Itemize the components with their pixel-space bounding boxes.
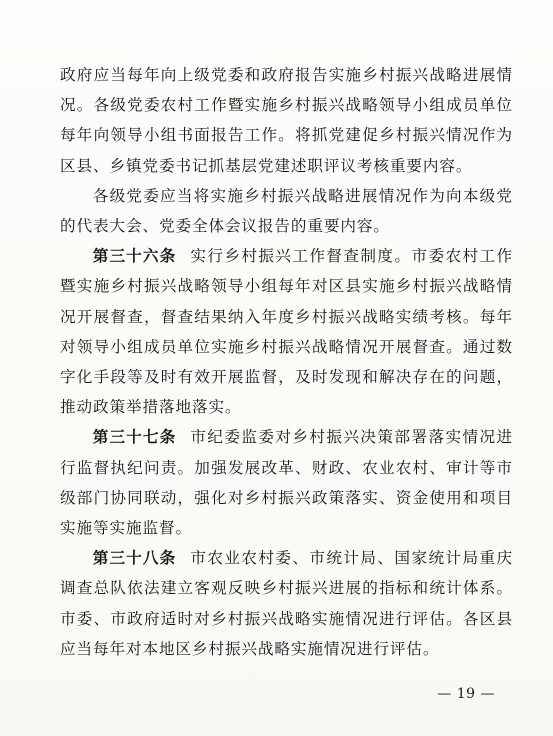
paragraph-2: 各级党委应当将实施乡村振兴战略进展情况作为向本级党的代表大会、党委全体会议报告的重要内容。 xyxy=(60,186,513,236)
article-36 xyxy=(60,241,513,422)
article-38 xyxy=(60,543,513,664)
article-37 xyxy=(60,422,513,543)
article-38-heading: 第三十八条 xyxy=(92,548,177,568)
article-37-heading: 第三十七条 xyxy=(92,427,177,447)
page-number: — 19 — xyxy=(437,686,495,702)
article-38-text: 市农业农村委、市统计局、国家统计局重庆调查总队依法建立客观反映乡村振兴进展的指标和统计体系。市委、市政府适时对乡村振兴战略实施情况进行评估。各区县应当每年对本地区乡村振兴战略实施情况进行评估。 xyxy=(60,549,513,658)
article-36-text: 实行乡村振兴工作督查制度。市委农村工作暨实施乡村振兴战略领导小组每年对区县实施乡村振兴战略情况开展督查，督查结果纳入年度乡村振兴战略实绩考核。每年对领导小组成员单位实施乡村振兴战略情况开展督查。通过数字化手段等及时有效开展监督，及时发现和解决存在的问题，推动政策举措落地落实。 xyxy=(60,247,513,417)
article-37-text: 市纪委监委对乡村振兴决策部署落实情况进行监督执纪问责。加强发展改革、财政、农业农村、审计等市级部门协同联动，强化对乡村振兴政策落实、资金使用和项目实施等实施监督。 xyxy=(60,428,513,538)
article-36-heading: 第三十六条 xyxy=(92,246,177,266)
paragraph-1: 政府应当每年向上级党委和政府报告实施乡村振兴战略进展情况。各级党委农村工作暨实施乡村振兴战略领导小组成员单位每年向领导小组书面报告工作。将抓党建促乡村振兴情况作为区县、乡镇党委书记抓基层党建述职评议考核重要内容。 xyxy=(60,66,513,175)
